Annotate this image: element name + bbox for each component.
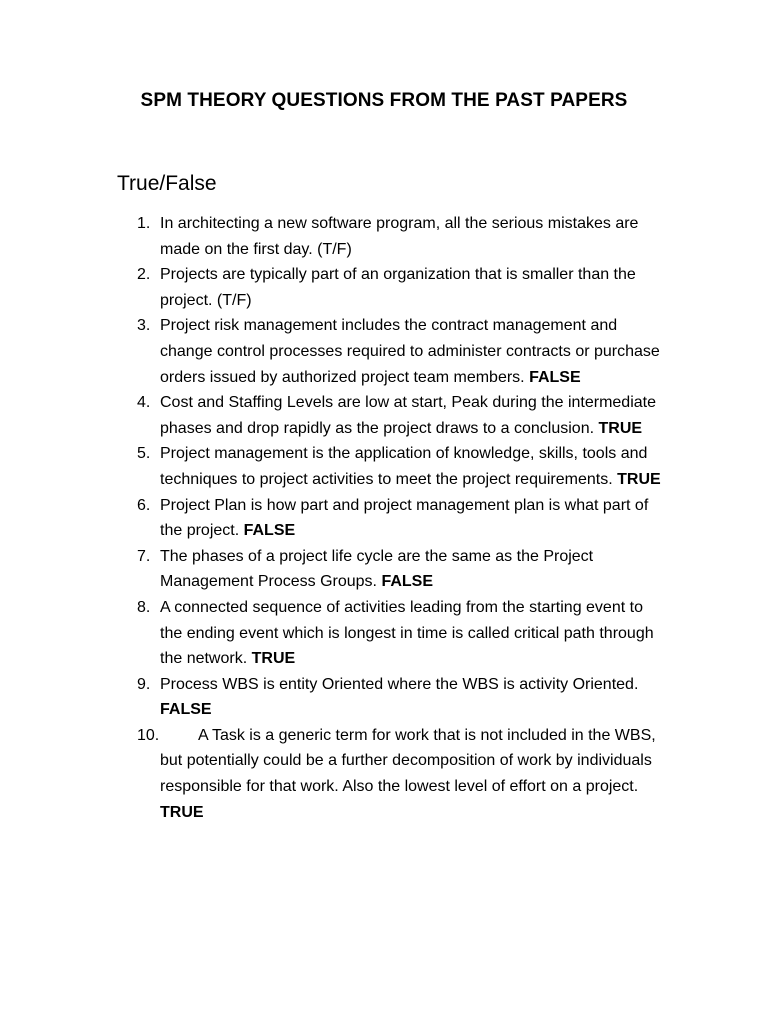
question-item [0, 211, 768, 262]
answer-label: TRUE [251, 650, 296, 668]
question-text: A connected sequence of activities leading from the starting event to the ending event which is longest in time is called critical path through the network. [160, 598, 654, 668]
question-text: Cost and Staffing Levels are low at start, Peak during the intermediate phases and drop rapidly as the project draws to a conclusion. [160, 394, 656, 437]
question-text: In architecting a new software program, all the serious mistakes are made on the first day. (T/F) [160, 215, 639, 258]
question-text: Projects are typically part of an organization that is smaller than the project. (T/F) [160, 266, 636, 309]
question-number: 9. [137, 675, 151, 693]
answer-label: TRUE [617, 470, 661, 488]
answer-label: FALSE [381, 573, 434, 591]
question-number: 10. [137, 726, 160, 744]
question-number: 8. [137, 598, 151, 616]
question-number: 2. [137, 266, 151, 284]
question-item [0, 544, 768, 595]
answer-label: FALSE [529, 368, 581, 386]
answer-label: FALSE [160, 701, 212, 719]
question-item [0, 441, 768, 492]
answer-label: FALSE [243, 522, 296, 540]
question-text: Project Plan is how part and project management plan is what part of the project. [160, 496, 649, 540]
question-item [0, 313, 768, 390]
question-number: 5. [137, 445, 151, 463]
question-number: 7. [137, 547, 151, 565]
question-number: 3. [137, 317, 151, 335]
section-heading: True/False [117, 172, 217, 195]
question-text: Project risk management includes the contract management and change control processes required to administer contracts or purchase orders issued by authorized project team members. [160, 317, 660, 386]
question-number: 6. [137, 496, 151, 514]
question-text: Process WBS is entity Oriented where the WBS is activity Oriented. [160, 675, 639, 693]
question-number: 1. [137, 215, 151, 232]
question-item [0, 723, 768, 825]
question-item [0, 595, 768, 672]
question-text: Project management is the application of knowledge, skills, tools and techniques to project activities to meet the project requirements. [160, 445, 648, 488]
question-number: 4. [137, 394, 151, 412]
question-item [0, 262, 768, 313]
answer-label: TRUE [160, 803, 204, 821]
question-item [0, 390, 768, 441]
question-list [0, 211, 768, 825]
question-item [0, 672, 768, 723]
question-text: The phases of a project life cycle are the same as the Project Management Process Groups. [160, 547, 594, 591]
answer-label: TRUE [598, 419, 643, 437]
question-text: A Task is a generic term for work that is not included in the WBS, but potentially could be a further decomposition of work by individuals responsible for that work. Also the lowest level of effort on a project. [160, 726, 656, 796]
document-title: SPM THEORY QUESTIONS FROM THE PAST PAPERS [140, 90, 628, 111]
question-item [0, 493, 768, 544]
